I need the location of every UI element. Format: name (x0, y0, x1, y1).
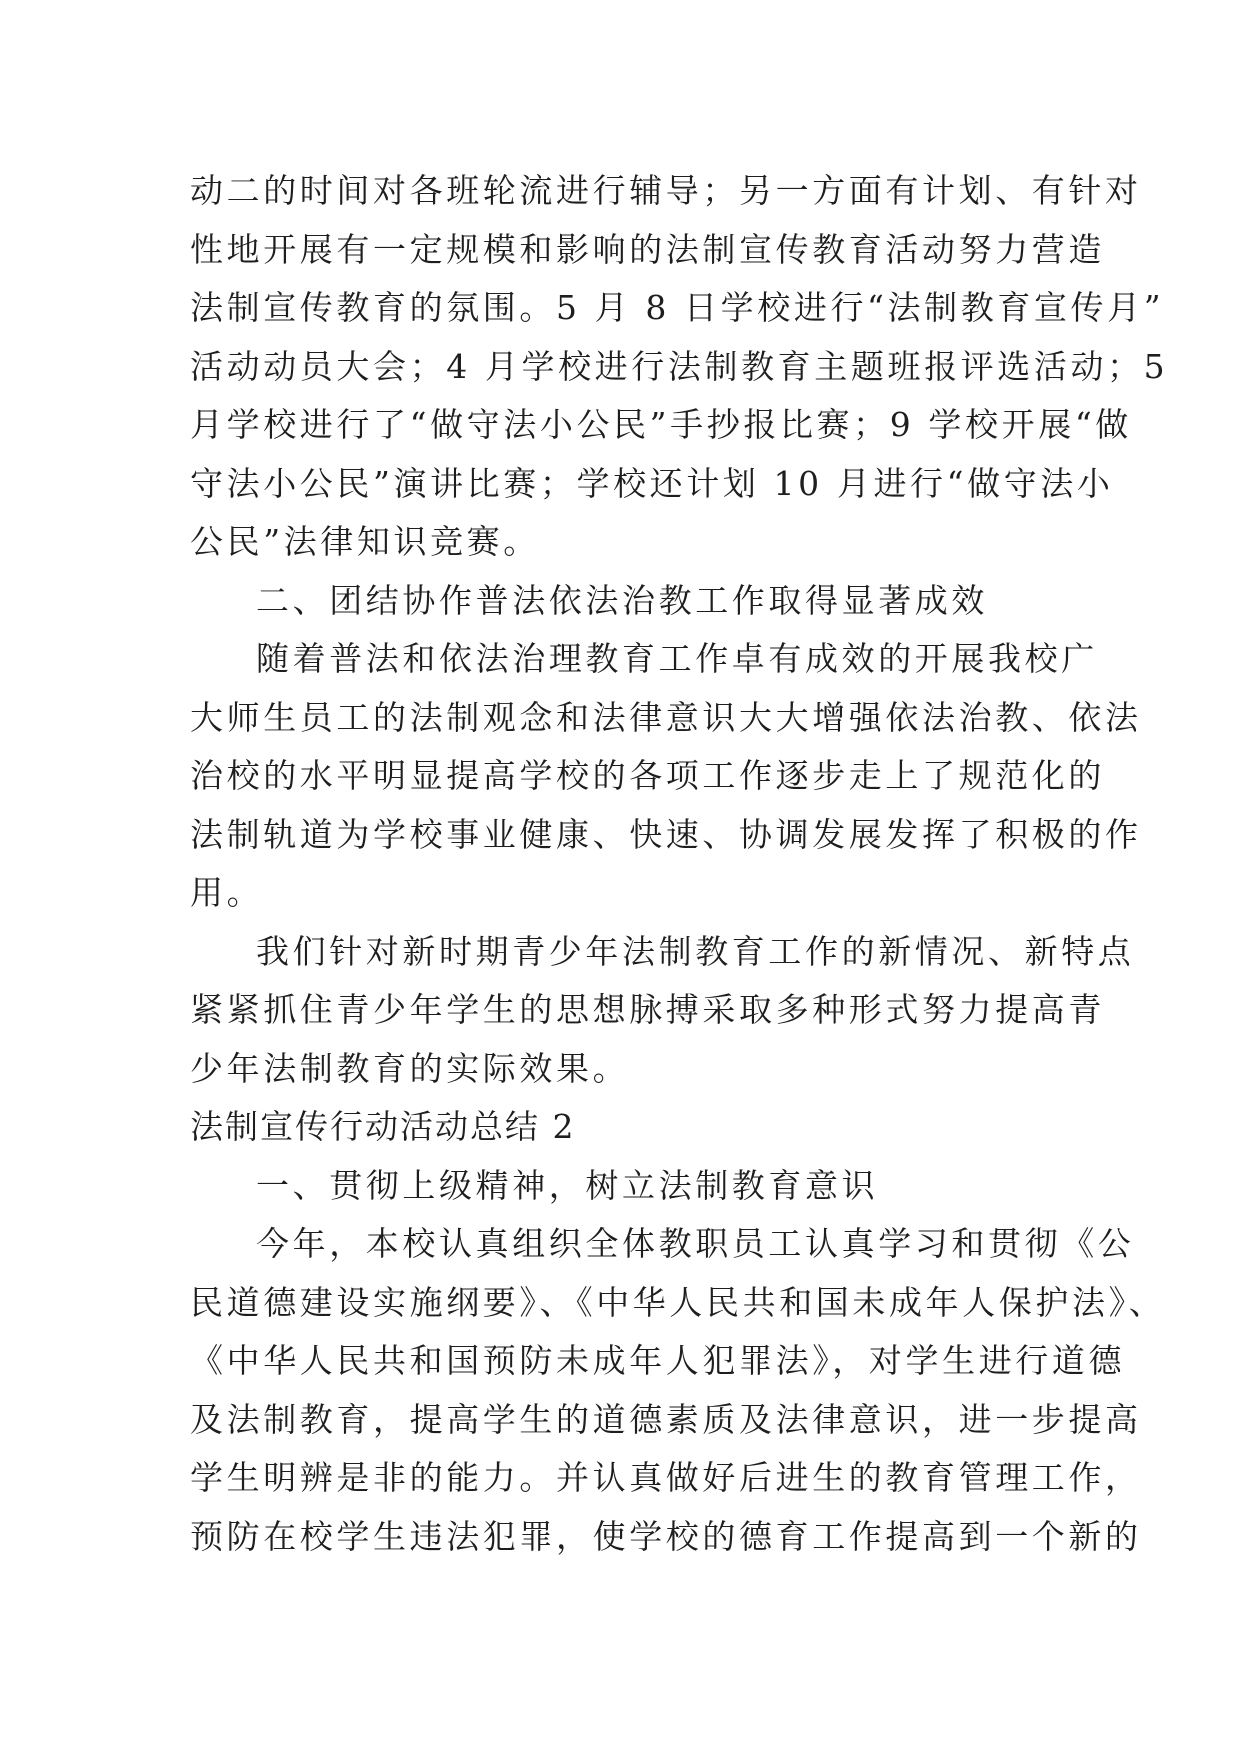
text-line: 法制轨道为学校事业健康、快速、协调发展发挥了积极的作 (190, 814, 1142, 854)
text-line: 性地开展有一定规模和影响的法制宣传教育活动努力营造 (190, 229, 1105, 269)
paragraph-start: 随着普法和依法治理教育工作卓有成效的开展我校广 (256, 639, 1098, 678)
text-line: 治校的水平明显提高学校的各项工作逐步走上了规范化的 (190, 756, 1105, 795)
text-line: 公民”法律知识竞赛。 (190, 522, 540, 561)
text-line: 大师生员工的法制观念和法律意识大大增强依法治教、依法 (190, 697, 1142, 737)
text-line: 月学校进行了“做守法小公民”手抄报比赛；9 学校开展“做 (190, 405, 1132, 444)
text-line: 紧紧抓住青少年学生的思想脉搏采取多种形式努力提高青 (190, 990, 1105, 1029)
text-line: 《中华人民共和国预防未成年人犯罪法》，对学生进行道德 (190, 1341, 1126, 1380)
paragraph-start: 今年，本校认真组织全体教职员工认真学习和贯彻《公 (256, 1224, 1135, 1263)
text-line: 法制宣传教育的氛围。5 月 8 日学校进行“法制教育宣传月” (190, 288, 1165, 327)
text-line: 动二的时间对各班轮流进行辅导；另一方面有计划、有针对 (190, 171, 1142, 210)
document-page (190, 162, 1169, 1566)
text-line: 民道德建设实施纲要》、《中华人民共和国未成年人保护法》、 (190, 1282, 1166, 1322)
text-line: 守法小公民”演讲比赛；学校还计划 10 月进行“做守法小 (190, 463, 1114, 503)
text-line: 预防在校学生违法犯罪，使学校的德育工作提高到一个新的 (190, 1516, 1142, 1556)
text-line: 用。 (190, 873, 264, 912)
section-heading: 二、团结协作普法依法治教工作取得显著成效 (256, 580, 988, 620)
article-title: 法制宣传行动活动总结 2 (190, 1107, 576, 1146)
paragraph-start: 我们针对新时期青少年法制教育工作的新情况、新特点 (256, 931, 1135, 971)
text-line: 活动动员大会；4 月学校进行法制教育主题班报评选活动；5 (190, 346, 1169, 386)
section-heading: 一、贯彻上级精神，树立法制教育意识 (256, 1165, 879, 1205)
text-line: 少年法制教育的实际效果。 (190, 1048, 630, 1088)
text-line: 学生明辨是非的能力。并认真做好后进生的教育管理工作， (190, 1458, 1142, 1497)
text-line: 及法制教育，提高学生的道德素质及法律意识，进一步提高 (190, 1399, 1142, 1439)
